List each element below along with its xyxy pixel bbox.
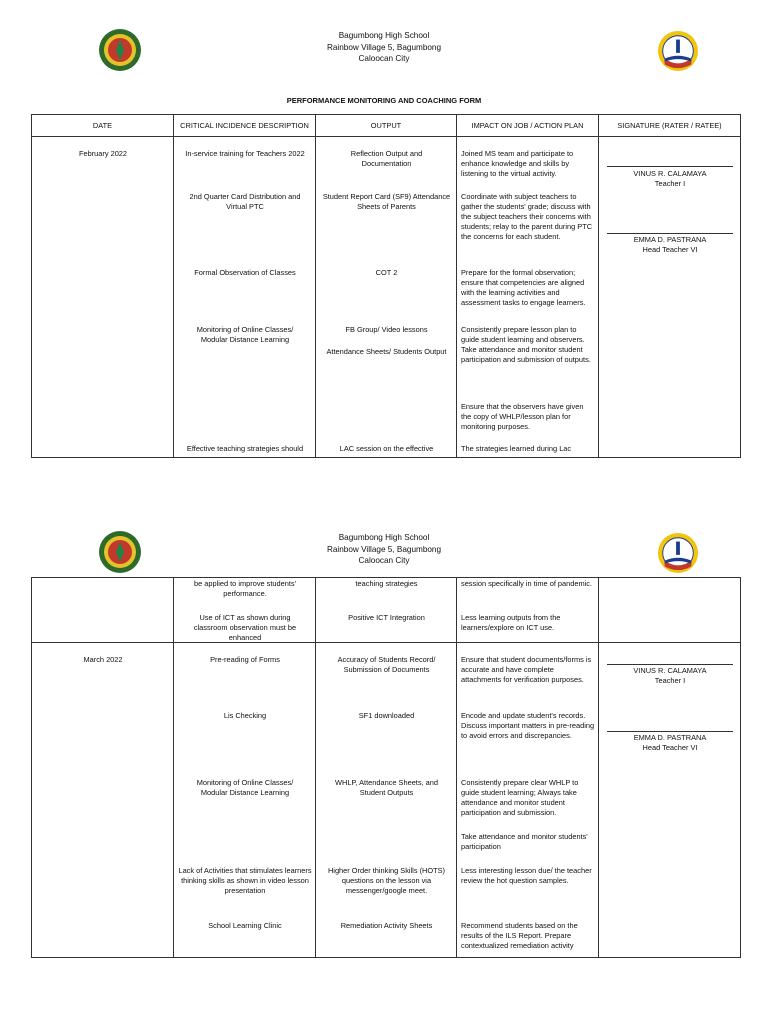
col-signature: SIGNATURE (RATER / RATEE) xyxy=(599,115,741,137)
signature-line xyxy=(607,731,733,732)
desc-cell: School Learning Clinic xyxy=(208,921,282,930)
impact-cell: Ensure that the observers have given the copy of WHLP/lesson plan for monitoring purposes. xyxy=(461,402,584,431)
col-output: OUTPUT xyxy=(316,115,457,137)
signer-name: EMMA D. PASTRANA xyxy=(633,733,707,742)
impact-cell: Coordinate with subject teachers to gather the students' grade; discuss with the subject teachers their concerns with students; relay to the parent during PTC the concerns for each student. xyxy=(461,192,593,241)
page-2 xyxy=(0,500,768,970)
impact-cell: Prepare for the formal observation; ensure that competencies are aligned with the learning activities and assessment tasks to engage learners. xyxy=(461,268,586,307)
output-cell: FB Group/ Video lessons xyxy=(345,325,428,334)
school-header xyxy=(0,30,768,65)
output-cell: COT 2 xyxy=(375,268,398,277)
output-cell: WHLP, Attendance Sheets, and Student Outputs xyxy=(335,778,438,797)
impact-cell: Consistently prepare lesson plan to guide student learning and observers. Take attendance and monitor student participation and submission of outputs. xyxy=(461,325,591,364)
school-name: Bagumbong High School xyxy=(338,31,430,40)
signer-position: Teacher I xyxy=(654,179,686,188)
signer-name: VINUS R. CALAMAYA xyxy=(633,666,707,675)
table-header-row xyxy=(32,115,741,137)
impact-cell: Less learning outputs from the learners/explore on ICT use. xyxy=(461,613,561,632)
table-row xyxy=(32,643,741,958)
signer-name: EMMA D. PASTRANA xyxy=(633,235,707,244)
impact-cell: Joined MS team and participate to enhance knowledge and skills by listening to the virtual activity. xyxy=(461,149,574,178)
impact-cell: Less interesting lesson due/ the teacher review the hot question samples. xyxy=(461,866,592,885)
impact-cell: The strategies learned during Lac xyxy=(461,444,572,453)
output-cell: LAC session on the effective xyxy=(339,444,434,453)
school-header xyxy=(0,532,768,567)
col-impact: IMPACT ON JOB / ACTION PLAN xyxy=(457,115,599,137)
output-cell: Higher Order thinking Skills (HOTS) questions on the lesson via messenger/google meet. xyxy=(327,866,446,895)
signer-position: Head Teacher VI xyxy=(642,743,698,752)
page-1 xyxy=(0,0,768,470)
monitoring-table xyxy=(31,114,741,458)
output-cell: teaching strategies xyxy=(355,579,418,588)
col-date: DATE xyxy=(32,115,174,137)
output-cell: Attendance Sheets/ Students Output xyxy=(326,347,447,356)
output-cell: Reflection Output and Documentation xyxy=(350,149,423,168)
impact-cell: Consistently prepare clear WHLP to guide student learning; Always take attendance and monitor student participation and submission. xyxy=(461,778,579,817)
monitoring-table-continued xyxy=(31,577,741,958)
school-city: Caloocan City xyxy=(358,54,410,63)
desc-cell: In-service training for Teachers 2022 xyxy=(185,149,305,158)
signer-position: Head Teacher VI xyxy=(642,245,698,254)
school-city: Caloocan City xyxy=(358,556,410,565)
output-cell: Accuracy of Students Record/ Submission of Documents xyxy=(337,655,436,674)
impact-cell: Ensure that student documents/forms is accurate and have complete attachments for verification purposes. xyxy=(461,655,592,684)
table-row xyxy=(32,137,741,458)
desc-cell: Monitoring of Online Classes/ Modular Distance Learning xyxy=(196,778,294,797)
col-description: CRITICAL INCIDENCE DESCRIPTION xyxy=(174,115,316,137)
impact-cell: Encode and update student's records. Discuss important matters in pre-reading to avoid errors and discrepancies. xyxy=(461,711,595,740)
school-name: Bagumbong High School xyxy=(338,533,430,542)
desc-cell: Formal Observation of Classes xyxy=(194,268,296,277)
signer-name: VINUS R. CALAMAYA xyxy=(633,169,707,178)
desc-cell: be applied to improve students' performance. xyxy=(193,579,297,598)
desc-cell: Pre-reading of Forms xyxy=(210,655,280,664)
output-cell: Positive ICT Integration xyxy=(348,613,425,622)
output-cell: SF1 downloaded xyxy=(358,711,415,720)
signature-line xyxy=(607,664,733,665)
desc-cell: Monitoring of Online Classes/ Modular Distance Learning xyxy=(196,325,294,344)
school-address: Rainbow Village 5, Bagumbong xyxy=(326,42,442,52)
desc-cell: Use of ICT as shown during classroom observation must be enhanced xyxy=(193,613,297,642)
signature-line xyxy=(607,166,733,167)
impact-cell: Take attendance and monitor students' participation xyxy=(461,832,588,851)
output-cell: Remediation Activity Sheets xyxy=(340,921,433,930)
date-cell: March 2022 xyxy=(83,655,123,664)
desc-cell: Effective teaching strategies should xyxy=(186,444,304,453)
desc-cell: Lis Checking xyxy=(223,711,267,720)
desc-cell: 2nd Quarter Card Distribution and Virtual PTC xyxy=(189,192,301,211)
form-title: PERFORMANCE MONITORING AND COACHING FORM xyxy=(286,96,482,105)
table-row xyxy=(32,578,741,643)
date-cell: February 2022 xyxy=(78,149,128,158)
output-cell: Student Report Card (SF9) Attendance Sheets of Parents xyxy=(322,192,451,211)
signer-position: Teacher I xyxy=(654,676,686,685)
impact-cell: Recommend students based on the results of the ILS Report. Prepare contextualized remediation activity xyxy=(461,921,578,950)
signature-line xyxy=(607,233,733,234)
impact-cell: session specifically in time of pandemic. xyxy=(461,579,593,588)
desc-cell: Lack of Activities that stimulates learners thinking skills as shown in video lesson presentation xyxy=(178,866,312,895)
school-address: Rainbow Village 5, Bagumbong xyxy=(326,544,442,554)
